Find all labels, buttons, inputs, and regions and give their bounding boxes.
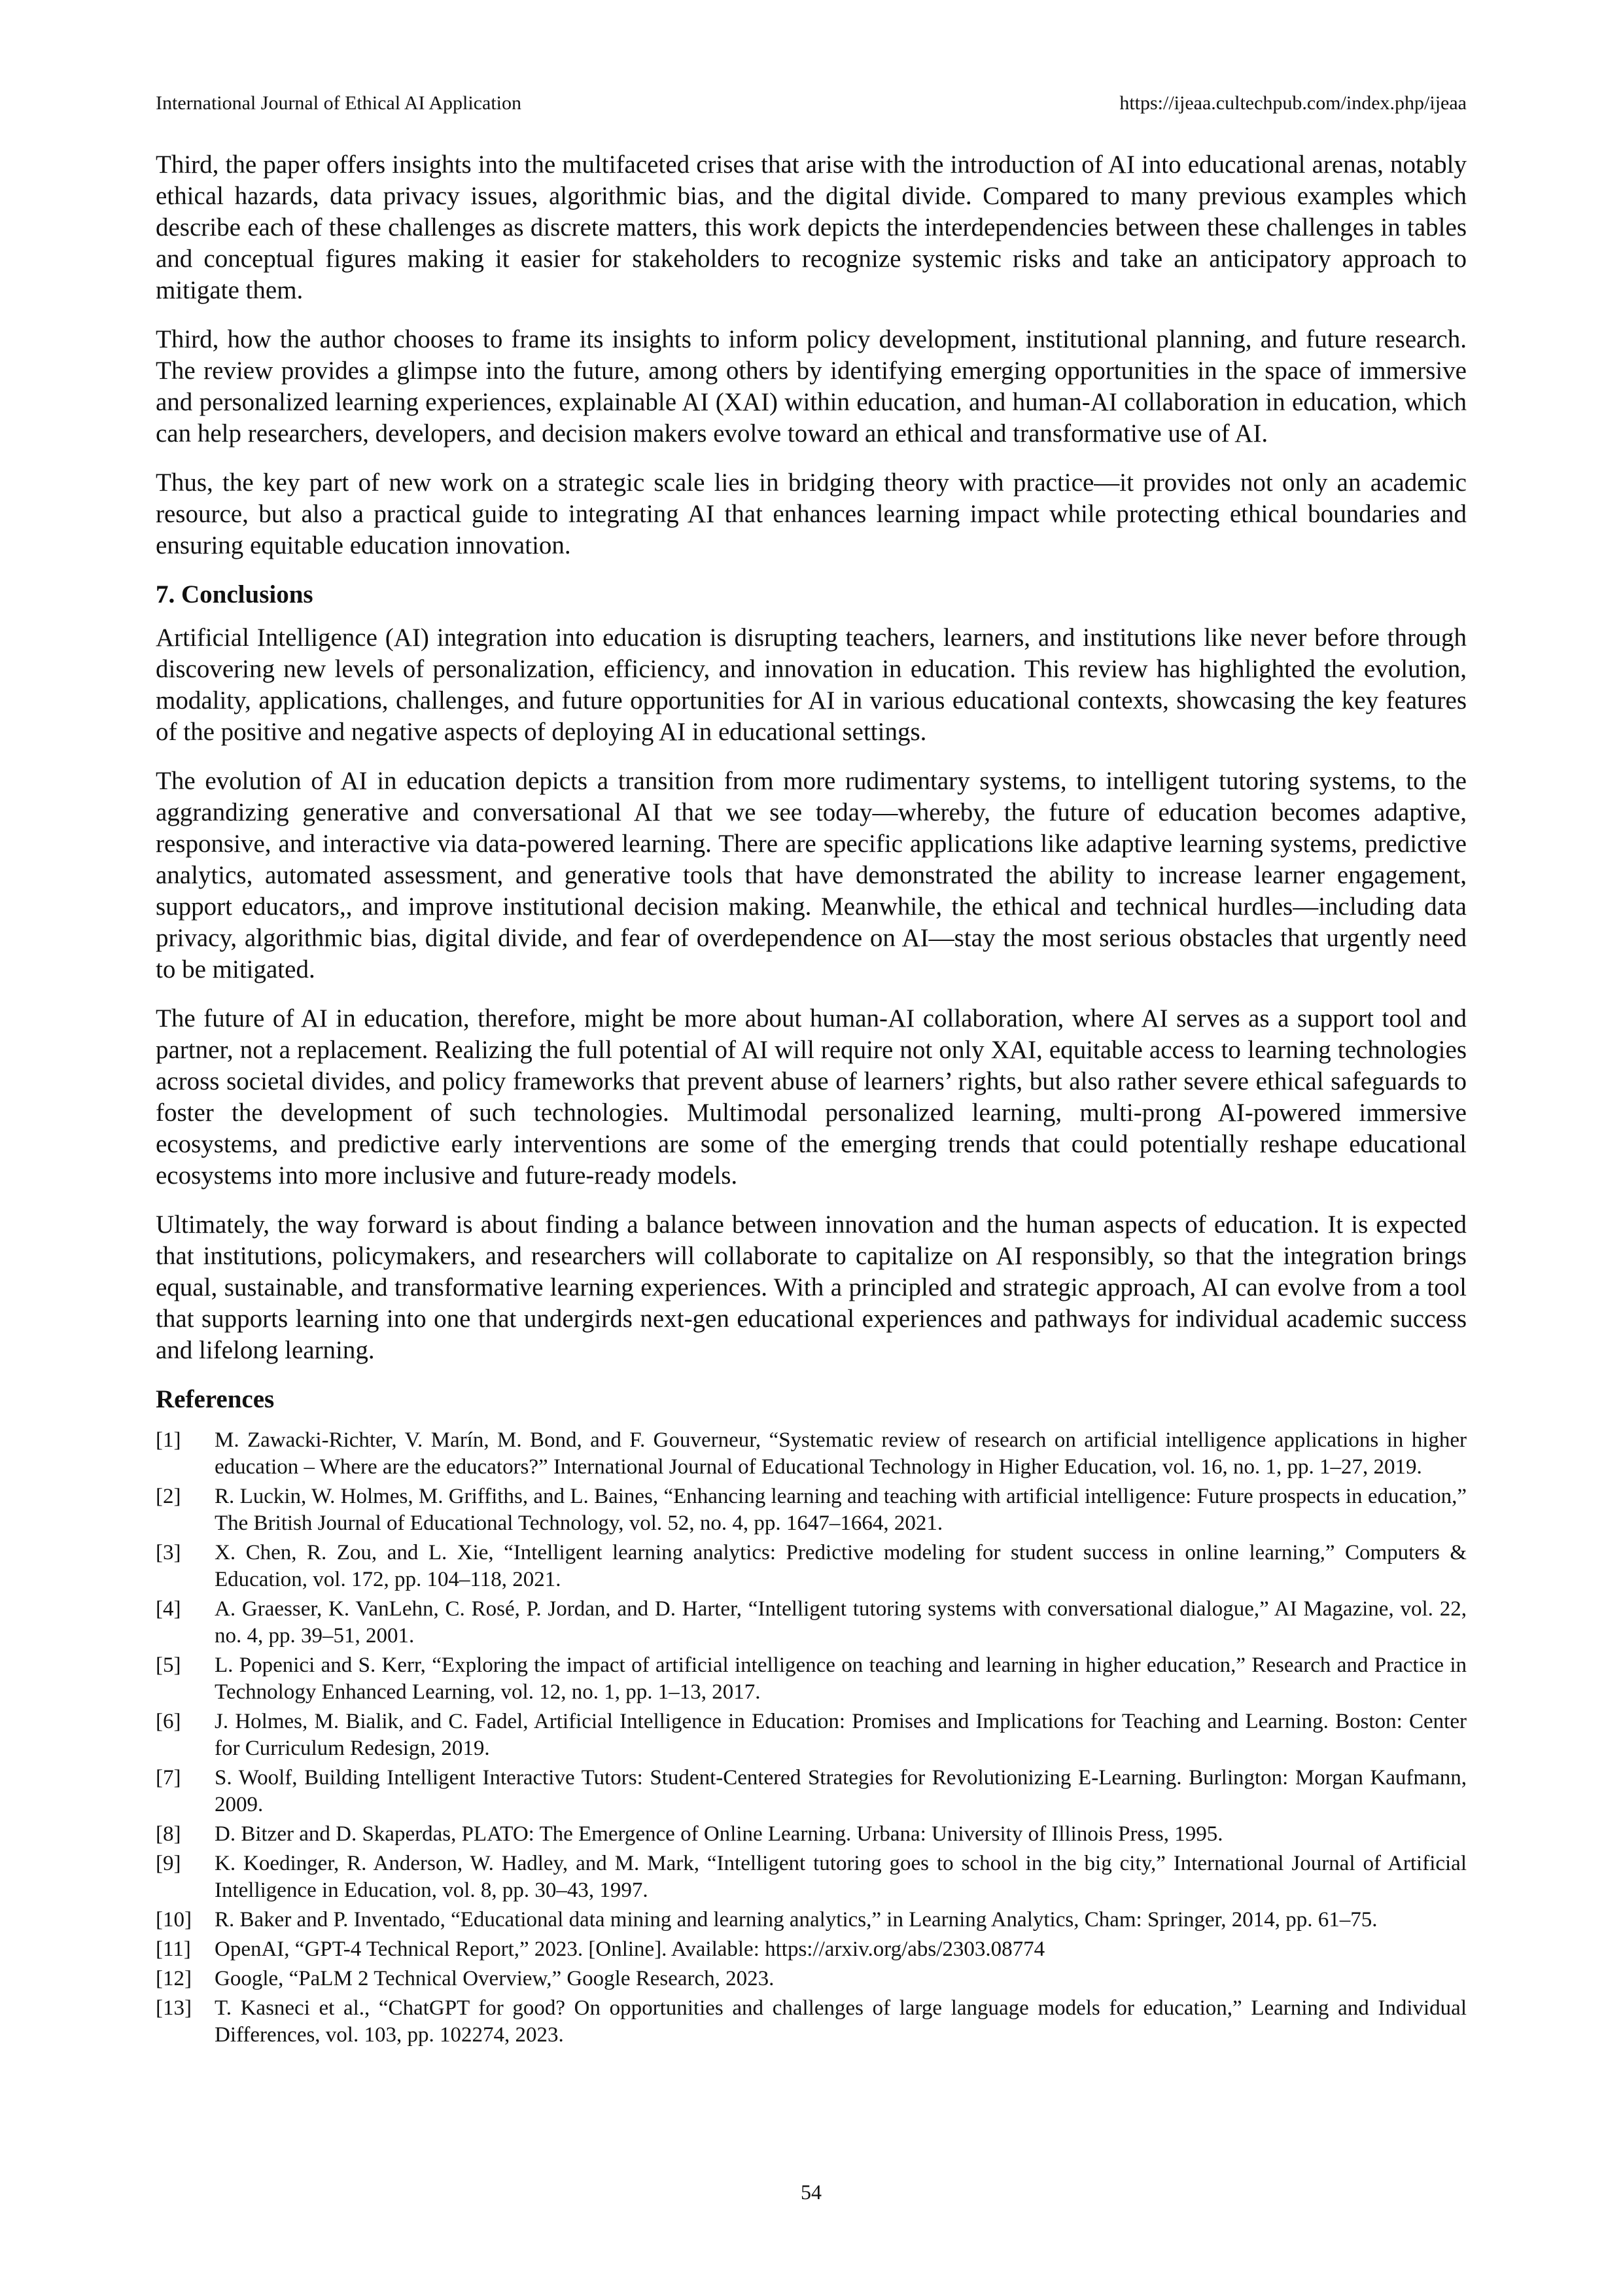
reference-text: R. Baker and P. Inventado, “Educational data mining and learning analytics,” in Learning Analytics, Cham: Springer, 2014, pp. 61–75.: [215, 1908, 1378, 1932]
body-paragraph: Third, the paper offers insights into the multifaceted crises that arise with the introduction of AI into educational arenas, notably ethical hazards, data privacy issues, algorithmic bias, and the digital divide. Compared to many previous examples which describe each of these challenges as discrete matters, this work depicts the interdependencies between these challenges in tables and conceptual figures making it easier for stakeholders to recognize systemic risks and take an anticipatory approach to mitigate them.: [156, 150, 1467, 304]
reference-number: [1]: [156, 1428, 181, 1452]
reference-item: [156, 1936, 1467, 1963]
conclusions-paragraph: Artificial Intelligence (AI) integration into education is disrupting teachers, learners, and institutions like never before through discovering new levels of personalization, efficiency, and innovation in education. This review has highlighted the evolution, modality, applications, challenges, and future opportunities for AI in various educational contexts, showcasing the key features of the positive and negative aspects of deploying AI in educational settings.: [156, 624, 1467, 746]
reference-number: [5]: [156, 1653, 181, 1677]
reference-text: X. Chen, R. Zou, and L. Xie, “Intelligent learning analytics: Predictive modeling for student success in online learning,” Computers & Education, vol. 172, pp. 104–118, 2021.: [215, 1541, 1467, 1591]
reference-item: [156, 1765, 1467, 1818]
reference-item: [156, 1540, 1467, 1593]
reference-text: A. Graesser, K. VanLehn, C. Rosé, P. Jordan, and D. Harter, “Intelligent tutoring systems with conversational dialogue,” AI Magazine, vol. 22, no. 4, pp. 39–51, 2001.: [215, 1597, 1467, 1648]
reference-text: M. Zawacki-Richter, V. Marín, M. Bond, and F. Gouverneur, “Systematic review of research on artificial intelligence applications in higher education – Where are the educators?” International Journal of Educational Technology in Higher Education, vol. 16, no. 1, pp. 1–27, 2019.: [215, 1428, 1467, 1479]
reference-item: [156, 1427, 1467, 1481]
reference-number: [13]: [156, 1996, 192, 2020]
reference-text: OpenAI, “GPT-4 Technical Report,” 2023. [Online]. Available: https://arxiv.org/abs/2303.08774: [215, 1937, 1045, 1961]
body-paragraph: Thus, the key part of new work on a strategic scale lies in bridging theory with practice—it provides not only an academic resource, but also a practical guide to integrating AI that enhances learning impact while protecting ethical boundaries and ensuring equitable education innovation.: [156, 468, 1467, 559]
reference-text: K. Koedinger, R. Anderson, W. Hadley, and M. Mark, “Intelligent tutoring goes to school in the big city,” International Journal of Artificial Intelligence in Education, vol. 8, pp. 30–43, 1997.: [215, 1852, 1467, 1902]
journal-name: International Journal of Ethical AI Application: [156, 92, 522, 114]
reference-number: [2]: [156, 1485, 181, 1508]
reference-text: T. Kasneci et al., “ChatGPT for good? On opportunities and challenges of large language models for education,” Learning and Individual Differences, vol. 103, pp. 102274, 2023.: [215, 1996, 1467, 2047]
reference-number: [8]: [156, 1822, 181, 1846]
reference-item: [156, 1596, 1467, 1650]
reference-number: [6]: [156, 1710, 181, 1733]
reference-item: [156, 1708, 1467, 1762]
reference-text: Google, “PaLM 2 Technical Overview,” Google Research, 2023.: [215, 1967, 775, 1990]
reference-number: [7]: [156, 1766, 181, 1790]
journal-url[interactable]: https://ijeaa.cultechpub.com/index.php/ijeaa: [1119, 92, 1467, 114]
reference-text: J. Holmes, M. Bialik, and C. Fadel, Artificial Intelligence in Education: Promises and Implications for Teaching and Learning. Boston: Center for Curriculum Redesign, 2019.: [215, 1710, 1467, 1760]
reference-item: [156, 1652, 1467, 1706]
reference-text: S. Woolf, Building Intelligent Interactive Tutors: Student-Centered Strategies for Revolutionizing E-Learning. Burlington: Morgan Kaufmann, 2009.: [215, 1766, 1467, 1816]
reference-number: [9]: [156, 1852, 181, 1875]
section-heading-references: References: [156, 1385, 275, 1413]
section-heading-conclusions: 7. Conclusions: [156, 580, 313, 609]
body-paragraph: Third, how the author chooses to frame its insights to inform policy development, institutional planning, and future research. The review provides a glimpse into the future, among others by identifying emerging opportunities in the space of immersive and personalized learning experiences, explainable AI (XAI) within education, and human-AI collaboration in education, which can help researchers, developers, and decision makers evolve toward an ethical and transformative use of AI.: [156, 325, 1467, 448]
reference-item: [156, 1966, 1467, 1992]
conclusions-paragraph: Ultimately, the way forward is about finding a balance between innovation and the human aspects of education. It is expected that institutions, policymakers, and researchers will collaborate to capitalize on AI responsibly, so that the integration brings equal, sustainable, and transformative learning experiences. With a principled and strategic approach, AI can evolve from a tool that supports learning into one that undergirds next-gen educational experiences and pathways for individual academic success and lifelong learning.: [156, 1210, 1467, 1364]
reference-number: [11]: [156, 1937, 191, 1961]
main-content: [156, 149, 1467, 2051]
reference-item: [156, 1850, 1467, 1904]
conclusions-paragraph: The future of AI in education, therefore, might be more about human-AI collaboration, where AI serves as a support tool and partner, not a replacement. Realizing the full potential of AI will require not only XAI, equitable access to learning technologies across societal divides, and policy frameworks that prevent abuse of learners’ rights, but also rather severe ethical safeguards to foster the development of such technologies. Multimodal personalized learning, multi-prong AI-powered immersive ecosystems, and predictive early interventions are some of the emerging trends that could potentially reshape educational ecosystems into more inclusive and future-ready models.: [156, 1004, 1467, 1190]
reference-list: [156, 1427, 1467, 2049]
conclusions-paragraph: The evolution of AI in education depicts a transition from more rudimentary systems, to intelligent tutoring systems, to the aggrandizing generative and conversational AI that we see today—whereby, the future of education becomes adaptive, responsive, and interactive via data-powered learning. There are specific applications like adaptive learning systems, predictive analytics, automated assessment, and generative tools that have demonstrated the ability to increase learner engagement, support educators,, and improve institutional decision making. Meanwhile, the ethical and technical hurdles—including data privacy, algorithmic bias, digital divide, and fear of overdependence on AI—stay the most serious obstacles that urgently need to be mitigated.: [156, 767, 1467, 983]
reference-item: [156, 1483, 1467, 1537]
reference-number: [4]: [156, 1597, 181, 1621]
page-number: 54: [801, 2180, 822, 2204]
reference-text: L. Popenici and S. Kerr, “Exploring the impact of artificial intelligence on teaching and learning in higher education,” Research and Practice in Technology Enhanced Learning, vol. 12, no. 1, pp. 1–13, 2017.: [215, 1653, 1467, 1704]
reference-item: [156, 1907, 1467, 1934]
reference-text: D. Bitzer and D. Skaperdas, PLATO: The Emergence of Online Learning. Urbana: University of Illinois Press, 1995.: [215, 1822, 1223, 1846]
reference-item: [156, 1995, 1467, 2049]
running-header: [156, 90, 1467, 116]
reference-item: [156, 1821, 1467, 1848]
reference-number: [3]: [156, 1541, 181, 1564]
reference-text: R. Luckin, W. Holmes, M. Griffiths, and L. Baines, “Enhancing learning and teaching with artificial intelligence: Future prospects in education,” The British Journal of Educational Technology, vol. 52, no. 4, pp. 1647–1664, 2021.: [215, 1485, 1467, 1535]
reference-number: [10]: [156, 1908, 192, 1932]
reference-number: [12]: [156, 1967, 192, 1990]
